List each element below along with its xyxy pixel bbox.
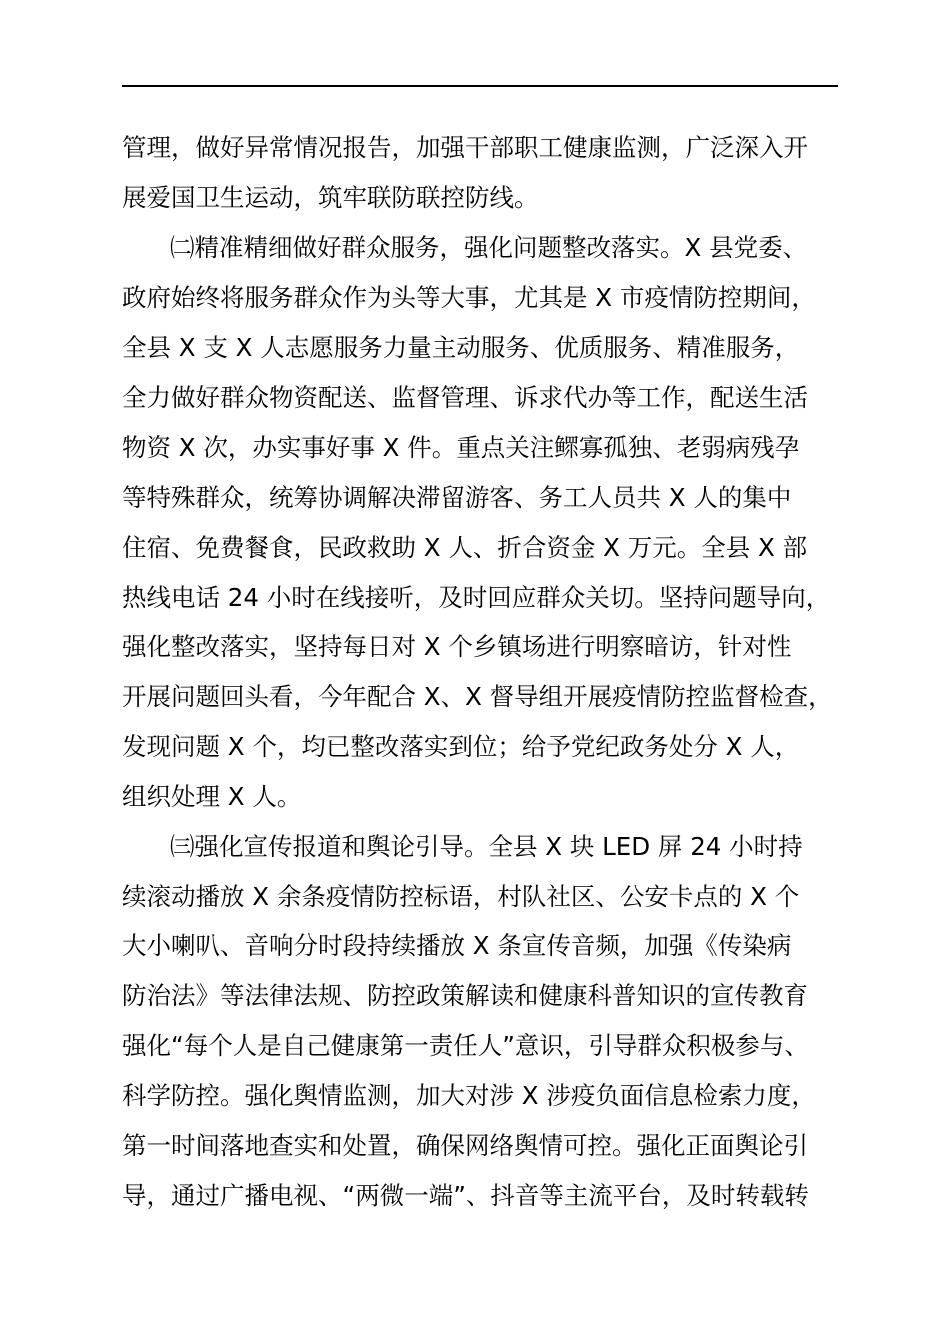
text-line: 开展问题回头看，今年配合 X、X 督导组开展疫情防控监督检查， — [122, 682, 833, 711]
text-line: 防治法》等法律法规、防控政策解读和健康科普知识的宣传教育 — [122, 981, 808, 1010]
text-line: 续滚动播放 X 余条疫情防控标语，村队社区、公安卡点的 X 个 — [122, 882, 800, 911]
text-line: 组织处理 X 人。 — [122, 782, 302, 811]
text-line: 展爱国卫生运动，筑牢联防联控防线。 — [122, 183, 539, 212]
text-line: 全县 X 支 X 人志愿服务力量主动服务、优质服务、精准服务， — [122, 333, 800, 362]
text-line: 管理，做好异常情况报告，加强干部职工健康监测，广泛深入开 — [122, 133, 808, 162]
section-2-heading-line: ㈡精准精细做好群众服务，强化问题整改落实。X 县党委、 — [170, 233, 808, 262]
text-line: 导，通过广播电视、“两微一端”、抖音等主流平台，及时转载转 — [122, 1181, 809, 1210]
text-line: 热线电话 24 小时在线接听，及时回应群众关切。坚持问题导向， — [122, 583, 831, 612]
text-line: 发现问题 X 个，均已整改落实到位；给予党纪政务处分 X 人， — [122, 732, 800, 761]
text-line: 全力做好群众物资配送、监督管理、诉求代办等工作，配送生活 — [122, 383, 808, 412]
text-line: 强化整改落实，坚持每日对 X 个乡镇场进行明察暗访，针对性 — [122, 632, 792, 661]
text-line: 科学防控。强化舆情监测，加大对涉 X 涉疫负面信息检索力度， — [122, 1081, 816, 1110]
text-line: 强化“每个人是自己健康第一责任人”意识，引导群众积极参与、 — [122, 1031, 809, 1060]
header-rule — [122, 85, 838, 87]
text-line: 第一时间落地查实和处置，确保网络舆情可控。强化正面舆论引 — [122, 1131, 808, 1160]
text-line: 等特殊群众，统筹协调解决滞留游客、务工人员共 X 人的集中 — [122, 483, 792, 512]
section-3-heading-line: ㈢强化宣传报道和舆论引导。全县 X 块 LED 屏 24 小时持 — [170, 832, 803, 861]
text-line: 大小喇叭、音响分时段持续播放 X 条宣传音频，加强《传染病 — [122, 931, 792, 960]
text-line: 住宿、免费餐食，民政救助 X 人、折合资金 X 万元。全县 X 部 — [122, 533, 808, 562]
text-line: 政府始终将服务群众作为头等大事，尤其是 X 市疫情防控期间， — [122, 283, 816, 312]
text-line: 物资 X 次，办实事好事 X 件。重点关注鳏寡孤独、老弱病残孕 — [122, 433, 800, 462]
